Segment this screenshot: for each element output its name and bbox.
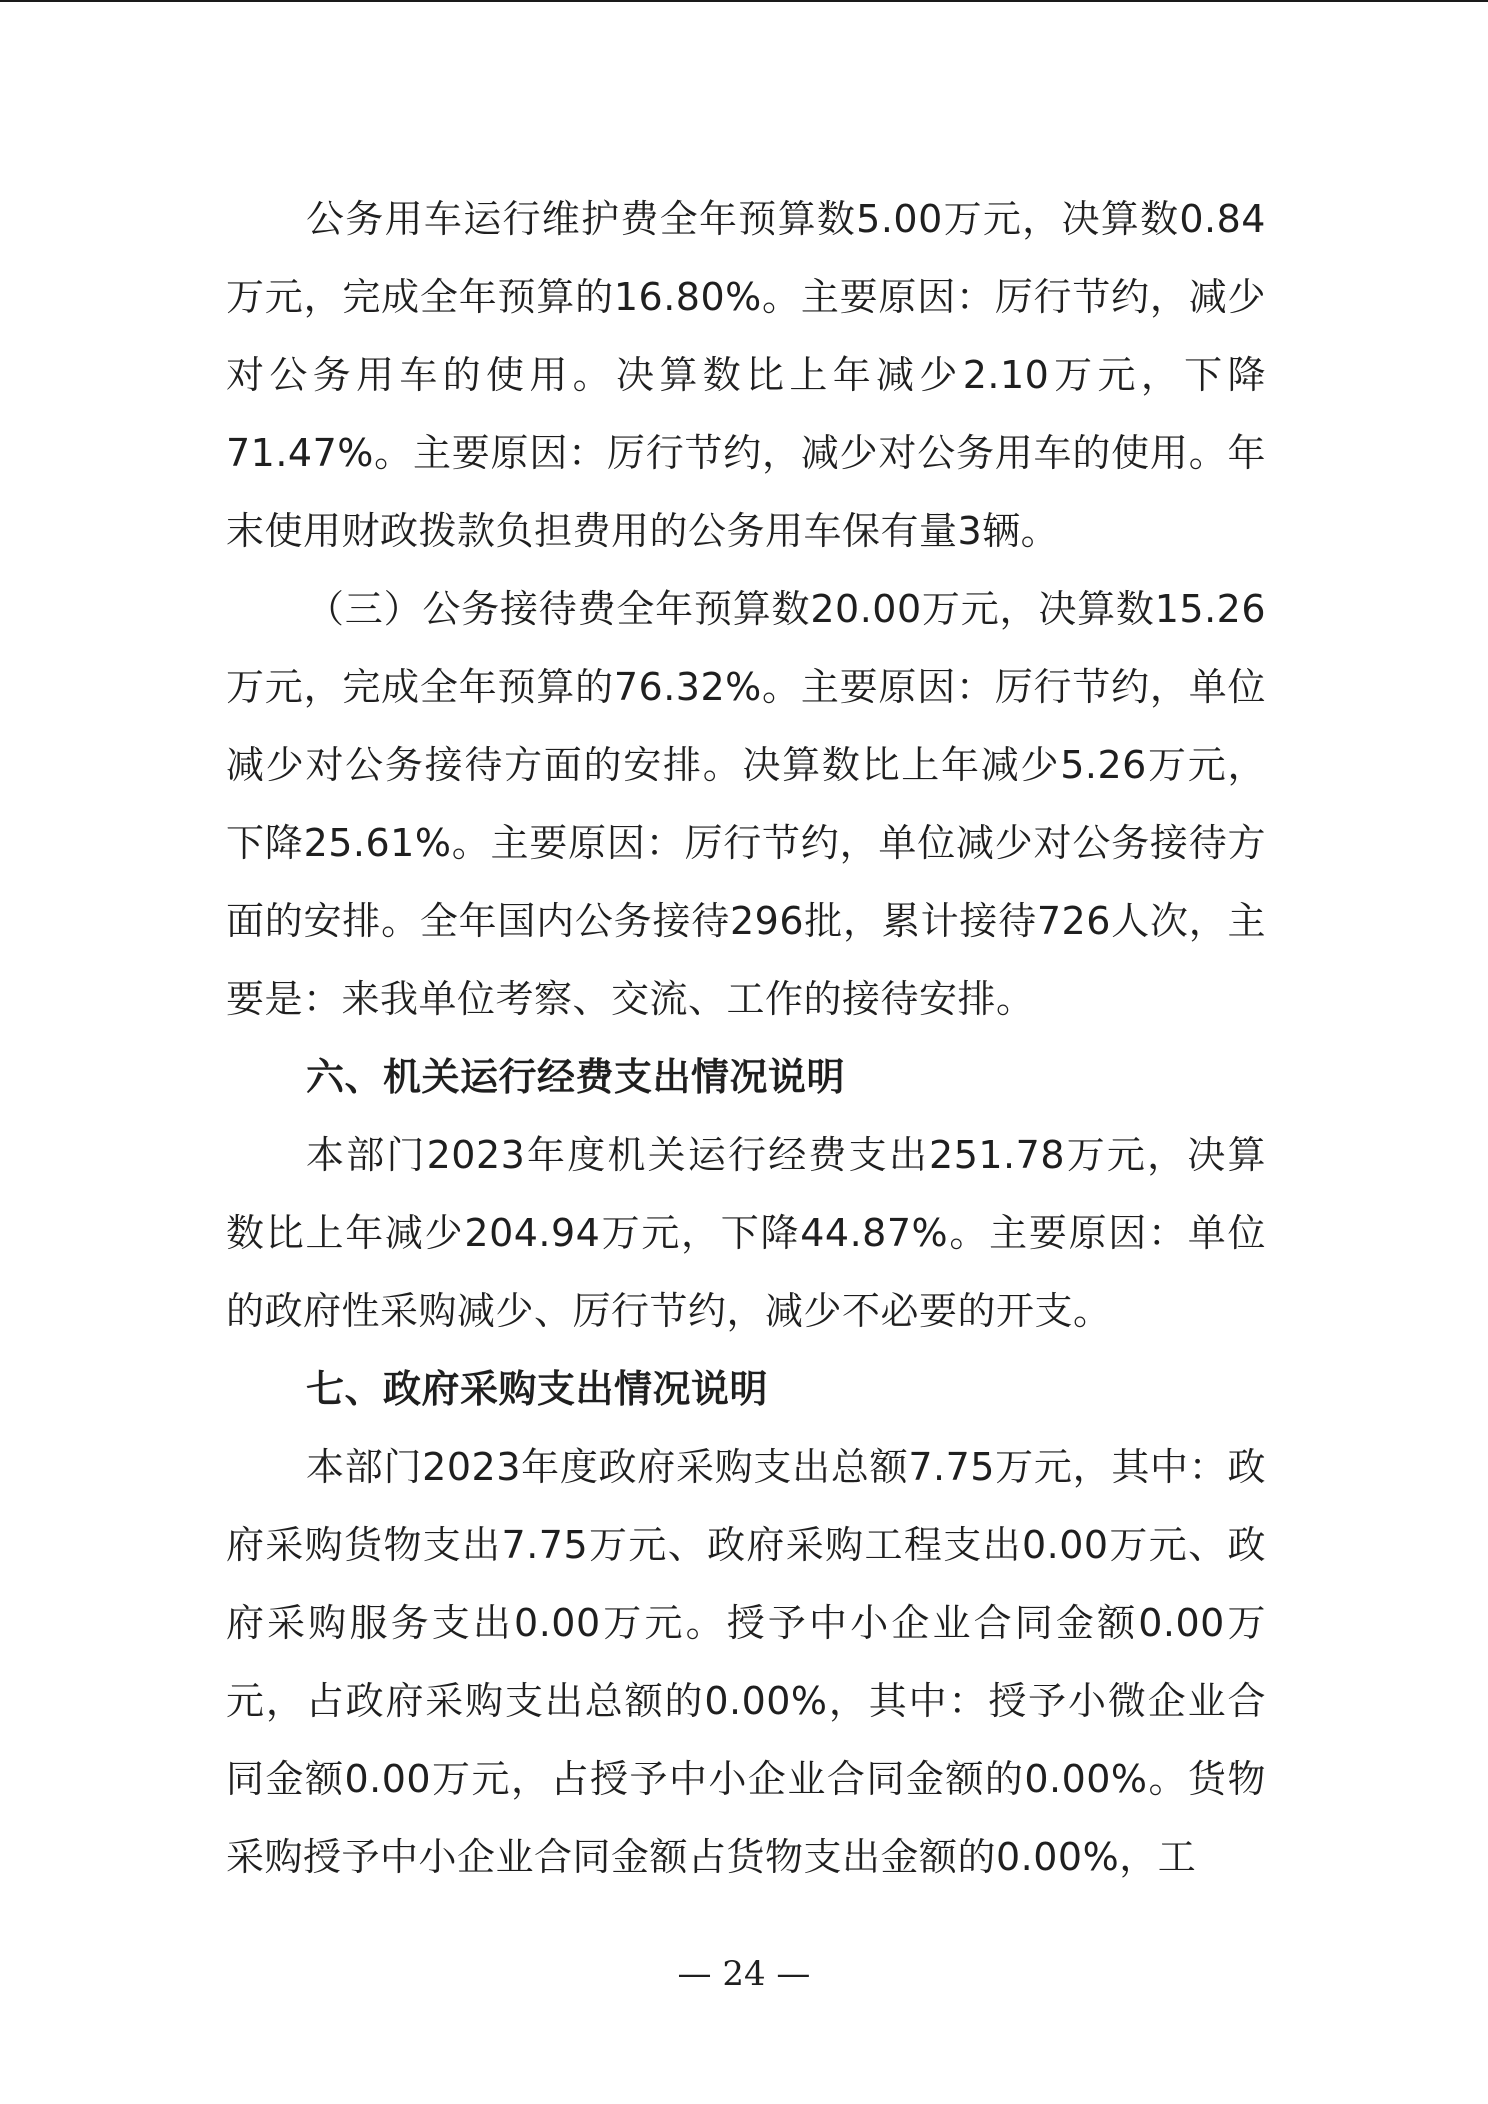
page-number: — 24 — <box>677 1954 811 1994</box>
section-heading-operating-expenses: 六、机关运行经费支出情况说明 <box>306 1055 846 1099</box>
top-border-line <box>0 0 1488 2</box>
document-body <box>226 180 1266 1896</box>
paragraph-official-reception: （三）公务接待费全年预算数20.00万元，决算数15.26万元，完成全年预算的76.32%。主要原因：厉行节约，单位减少对公务接待方面的安排。决算数比上年减少5.26万元，下降25.61%。主要原因：厉行节约，单位减少对公务接待方面的安排。全年国内公务接待296批，累计接待726人次，主要是：来我单位考察、交流、工作的接待安排。 <box>226 587 1266 1021</box>
paragraph-operating-expenses: 本部门2023年度机关运行经费支出251.78万元，决算数比上年减少204.94万元，下降44.87%。主要原因：单位的政府性采购减少、厉行节约，减少不必要的开支。 <box>226 1133 1266 1333</box>
section-heading-government-procurement: 七、政府采购支出情况说明 <box>306 1367 769 1411</box>
paragraph-vehicle-maintenance: 公务用车运行维护费全年预算数5.00万元，决算数0.84万元，完成全年预算的16.80%。主要原因：厉行节约，减少对公务用车的使用。决算数比上年减少2.10万元，下降71.47%。主要原因：厉行节约，减少对公务用车的使用。年末使用财政拨款负担费用的公务用车保有量3辆。 <box>226 197 1266 553</box>
paragraph-government-procurement: 本部门2023年度政府采购支出总额7.75万元，其中：政府采购货物支出7.75万元、政府采购工程支出0.00万元、政府采购服务支出0.00万元。授予中小企业合同金额0.00万元，占政府采购支出总额的0.00%，其中：授予小微企业合同金额0.00万元，占授予中小企业合同金额的0.00%。货物采购授予中小企业合同金额占货物支出金额的0.00%，工 <box>226 1445 1266 1879</box>
